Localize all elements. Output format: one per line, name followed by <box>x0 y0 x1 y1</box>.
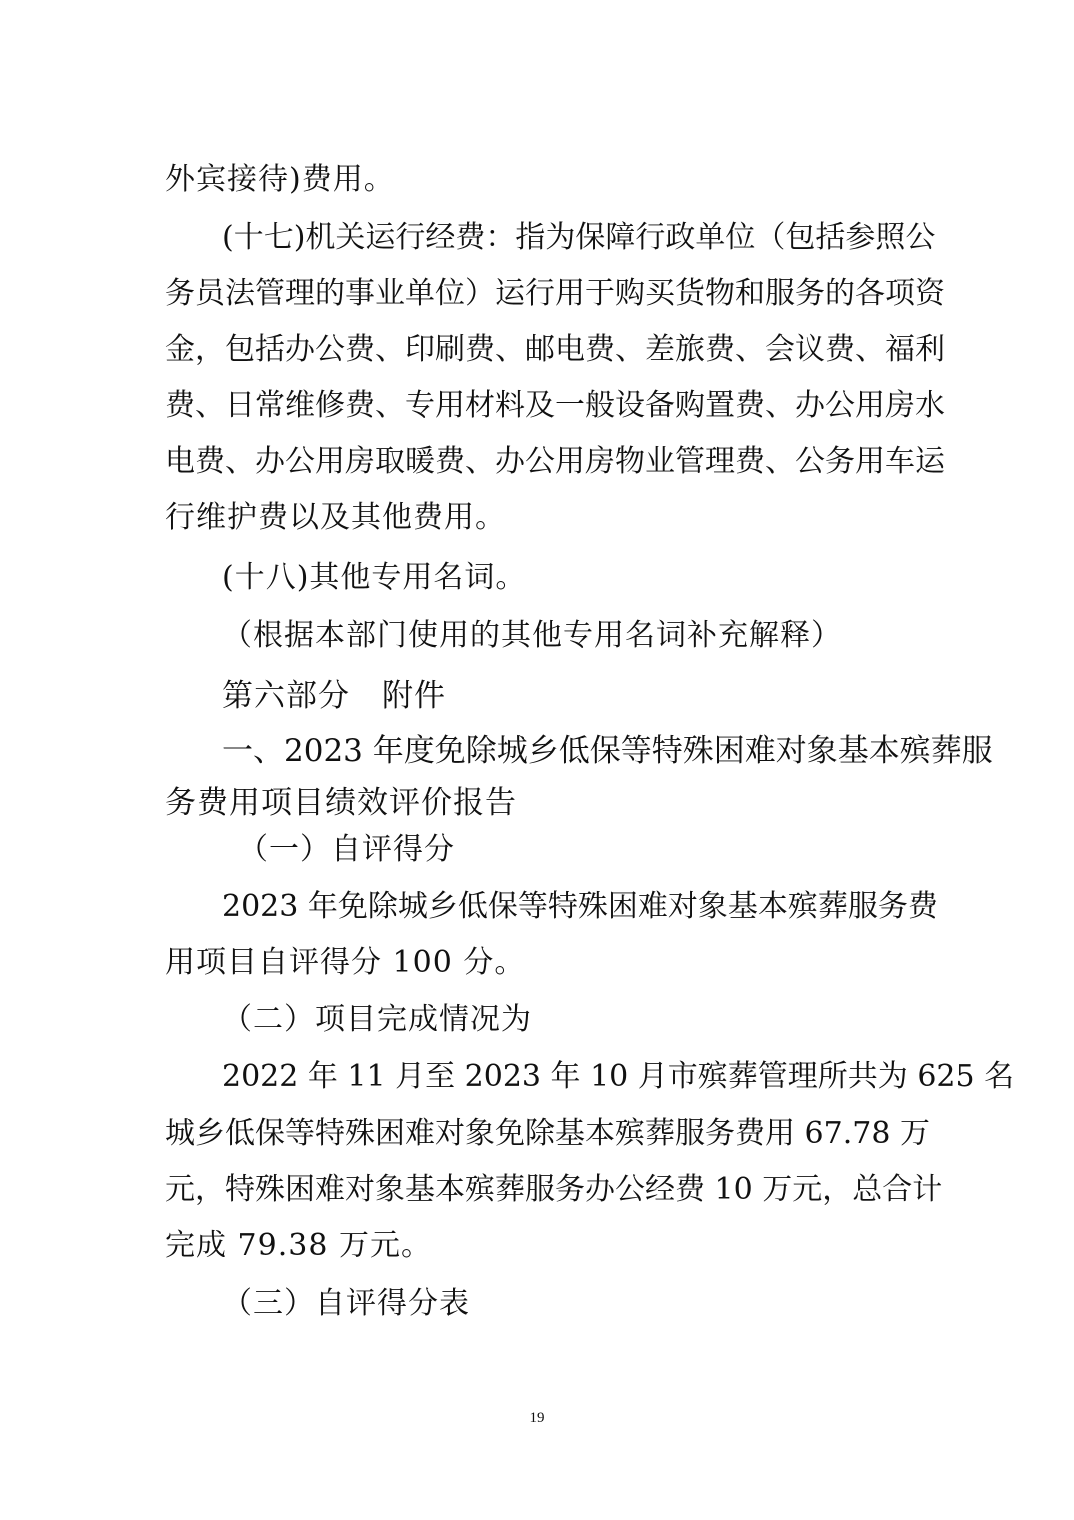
text-line-8: (十八)其他专用名词。 <box>222 560 527 595</box>
section-heading: 第六部分 附件 <box>222 678 446 714</box>
text-line-17: 2022 年 11 月至 2023 年 10 月市殡葬管理所共为 625 名 <box>222 1059 1015 1094</box>
text-line-9: （根据本部门使用的其他专用名词补充解释） <box>222 618 842 653</box>
text-line-19: 元，特殊困难对象基本殡葬服务办公经费 10 万元，总合计 <box>165 1172 943 1207</box>
text-line-3: 务员法管理的事业单位）运行用于购买货物和服务的各项资 <box>165 276 945 311</box>
text-line-14: 2023 年免除城乡低保等特殊困难对象基本殡葬服务费 <box>222 889 938 924</box>
text-line-18: 城乡低保等特殊困难对象免除基本殡葬服务费用 67.78 万 <box>165 1116 930 1151</box>
text-line-20: 完成 79.38 万元。 <box>165 1228 432 1263</box>
text-line-1: 外宾接待)费用。 <box>165 162 395 197</box>
text-line-6: 电费、办公用房取暖费、办公用房物业管理费、公务用车运 <box>165 444 945 479</box>
text-line-5: 费、日常维修费、专用材料及一般设备购置费、办公用房水 <box>165 388 945 423</box>
subheading-score: （一）自评得分 <box>238 832 455 867</box>
page-number: 19 <box>529 1410 545 1426</box>
text-line-7: 行维护费以及其他费用。 <box>165 500 506 535</box>
subheading-completion: （二）项目完成情况为 <box>222 1002 532 1037</box>
text-line-15: 用项目自评得分 100 分。 <box>165 945 526 980</box>
report-title-line-1: 一、2023 年度免除城乡低保等特殊困难对象基本殡葬服 <box>222 733 993 769</box>
report-title-line-2: 务费用项目绩效评价报告 <box>165 785 517 821</box>
text-line-4: 金，包括办公费、印刷费、邮电费、差旅费、会议费、福利 <box>165 332 945 367</box>
subheading-score-table: （三）自评得分表 <box>222 1286 470 1321</box>
text-line-2: (十七)机关运行经费：指为保障行政单位（包括参照公 <box>222 220 936 255</box>
